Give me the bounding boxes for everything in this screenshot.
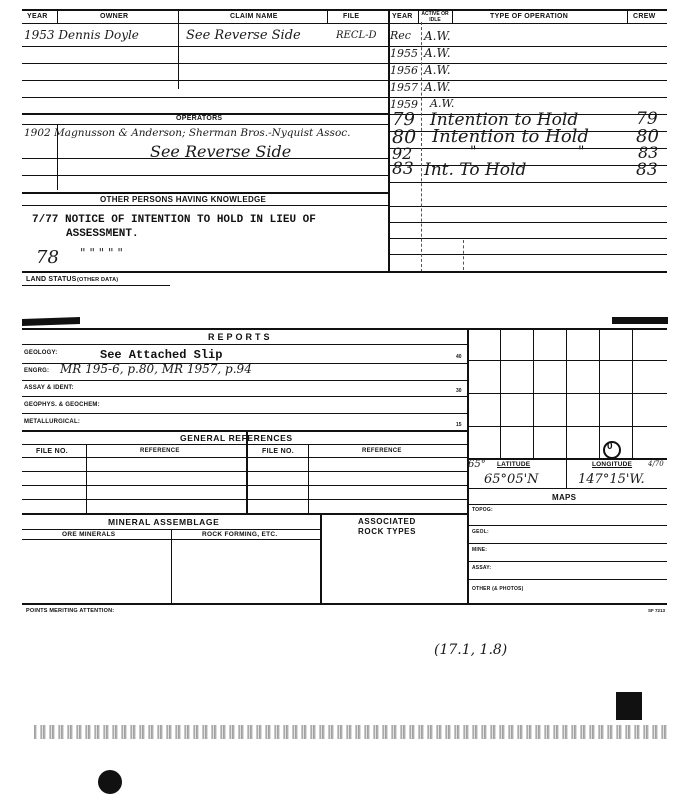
other-persons-rule (22, 192, 388, 194)
engrg-label: ENGRG: (24, 368, 50, 374)
act-value-6: Intention to Hold (430, 110, 579, 130)
gen-ref-row-2 (22, 485, 467, 486)
act-line-12 (388, 238, 667, 239)
header-active-idle: ACTIVE OR IDLE (421, 11, 449, 23)
maps-bottom (22, 603, 667, 605)
other-persons-dittos: " " " " " (80, 246, 123, 260)
operators-header: OPERATORS (176, 115, 223, 122)
act-year-7: 80 (392, 126, 417, 148)
gen-ref-row-3 (22, 499, 467, 500)
other-persons-typed-2: ASSESSMENT. (66, 228, 139, 240)
op-line-3 (22, 175, 388, 176)
assay-number: 30 (456, 388, 462, 394)
act-dash-1 (421, 22, 422, 272)
maps-line-3 (467, 561, 667, 562)
row-line-2 (22, 63, 388, 64)
op-div (57, 124, 58, 190)
act-crew-9: 83 (636, 160, 658, 180)
col-div-owner (178, 9, 179, 89)
op-line-2 (22, 158, 388, 159)
act-year-2: 1955 (390, 47, 418, 60)
maps-underline (467, 504, 667, 505)
header-file: FILE (343, 13, 360, 20)
maps-assay: ASSAY: (472, 565, 492, 571)
rock-forming-label: ROCK FORMING, ETC. (202, 531, 278, 538)
operators-underline (22, 124, 388, 125)
row-line-1 (22, 46, 388, 47)
gen-ref-div-3 (308, 444, 309, 514)
metallurgical-number: 15 (456, 422, 462, 428)
scan-black-dot (98, 770, 122, 794)
points-hand-note: (17.1, 1.8) (434, 642, 508, 658)
engrg-value: MR 195-6, p.80, MR 1957, p.94 (60, 362, 252, 376)
gen-ref-div-1 (86, 444, 87, 514)
act-year-1: Rec (390, 29, 411, 42)
mineral-div-1 (171, 529, 172, 603)
act-year-4: 1957 (390, 81, 418, 94)
act-line-9 (388, 182, 667, 183)
gen-ref-div-2 (246, 430, 248, 514)
lat-long-line (467, 488, 667, 489)
grid-bottom (467, 458, 667, 460)
act-value-1: A.W. (424, 29, 451, 43)
header-year: YEAR (27, 13, 48, 20)
act-line-11 (388, 222, 667, 223)
file-entry: RECL-D (336, 30, 377, 41)
scan-black-square (616, 692, 642, 720)
longitude-label: LONGITUDE (592, 461, 633, 468)
geophys-label: GEOPHYS. & GEOCHEM: (24, 402, 100, 408)
latitude-label: LATITUDE (497, 461, 531, 468)
maps-header: MAPS (552, 493, 577, 502)
engrg-line (22, 380, 467, 381)
operators-line-1: 1902 Magnusson & Anderson; Sherman Bros.-Nyquist Assoc. (24, 127, 351, 139)
act-crew-7: 80 (636, 126, 659, 147)
grid-h2 (467, 393, 667, 394)
assay-label: ASSAY & IDENT: (24, 385, 74, 391)
general-references-header: GENERAL REFERENCES (180, 433, 293, 443)
rock-types-label: ROCK TYPES (358, 527, 417, 536)
reports-header: REPORTS (208, 332, 273, 342)
other-persons-typed-1: 7/77 NOTICE OF INTENTION TO HOLD IN LIEU OF (32, 214, 316, 226)
act-dash-2 (463, 240, 464, 270)
maps-mine: MINE: (472, 547, 488, 553)
act-year-6: 79 (392, 109, 415, 130)
map-number: 65° (468, 459, 486, 470)
act-value-5: A.W. (430, 97, 455, 110)
act-ditto-8b: " (578, 144, 585, 160)
act-crew-8: 83 (638, 143, 659, 162)
act-year-5: 1959 (390, 98, 418, 111)
land-status-sub-label: (OTHER DATA) (77, 277, 119, 283)
col-div-active (452, 9, 453, 23)
land-status-underline (22, 285, 170, 286)
row-line-4 (22, 97, 388, 98)
land-status-label: LAND STATUS (26, 276, 77, 283)
grid-h1 (467, 360, 667, 361)
header-year-2: YEAR (392, 13, 413, 20)
act-line-7 (388, 148, 667, 149)
header-underline (22, 23, 667, 24)
maps-topog: TOPOG: (472, 507, 493, 513)
gen-ref-row-1 (22, 471, 467, 472)
header-claim-name: CLAIM NAME (230, 13, 278, 20)
col-div-year2 (418, 9, 419, 23)
metallurgical-label: METALLURGICAL: (24, 419, 81, 425)
col-div-crew (627, 9, 628, 23)
land-status-rule (22, 271, 667, 273)
metallurgical-line (22, 430, 467, 432)
gen-ref-header-line (22, 457, 467, 458)
act-value-2: A.W. (424, 46, 451, 60)
act-crew-6: 79 (636, 109, 658, 129)
points-label: POINTS MERITING ATTENTION: (26, 608, 115, 614)
ore-minerals-label: ORE MINERALS (62, 531, 116, 538)
lat-long-div (566, 458, 567, 488)
mineral-div-2 (320, 513, 322, 603)
mineral-assemblage-header: MINERAL ASSEMBLAGE (108, 517, 220, 527)
col-div-year (57, 9, 58, 23)
other-persons-year: 78 (36, 247, 59, 268)
act-year-9: 83 (392, 159, 414, 179)
maps-line-4 (467, 579, 667, 580)
row-line-3 (22, 80, 388, 81)
assay-line (22, 396, 467, 397)
col-div-claim (327, 9, 328, 23)
act-line-13 (388, 254, 667, 255)
operators-line-2: See Reverse Side (150, 142, 292, 161)
geophys-line (22, 413, 467, 414)
maps-line-2 (467, 543, 667, 544)
dark-bar-right (612, 317, 668, 324)
dark-bar-left (22, 317, 80, 326)
act-value-4: A.W. (424, 80, 451, 94)
act-value-3: A.W. (424, 63, 451, 77)
gen-ref-col-ref-1: REFERENCE (140, 448, 180, 454)
header-crew: CREW (633, 13, 656, 20)
longitude-value: 147°15'W. (578, 472, 645, 487)
grid-top (467, 328, 667, 329)
gen-ref-underline (22, 444, 467, 445)
act-year-3: 1956 (390, 64, 418, 77)
act-line-10 (388, 206, 667, 207)
act-value-7: Intention to Hold (432, 126, 589, 147)
grid-h3 (467, 426, 667, 427)
form-number: SF 7213 (648, 608, 666, 613)
other-persons-header: OTHER PERSONS HAVING KNOWLEDGE (100, 195, 267, 204)
gen-ref-col-file-1: FILE NO. (36, 448, 68, 455)
header-owner: OWNER (100, 13, 129, 20)
circled-mark-text: 0 (607, 441, 613, 452)
longitude-note: 4/70 (648, 460, 664, 468)
other-persons-underline (22, 205, 388, 206)
geology-number: 40 (456, 354, 462, 360)
gen-ref-col-ref-2: REFERENCE (362, 448, 402, 454)
scan-noise-band (34, 725, 668, 739)
geology-label: GEOLOGY: (24, 350, 58, 356)
gen-ref-col-file-2: FILE NO. (262, 448, 294, 455)
header-type-of-operation: TYPE OF OPERATION (490, 13, 569, 20)
maps-line-1 (467, 525, 667, 526)
maps-other: OTHER (& PHOTOS) (472, 586, 524, 592)
act-value-9: Int. To Hold (424, 160, 527, 180)
claim-entry: See Reverse Side (186, 28, 301, 43)
owner-entry: 1953 Dennis Doyle (24, 28, 139, 42)
associated-label: ASSOCIATED (358, 517, 416, 526)
geology-value: See Attached Slip (100, 348, 223, 362)
act-ditto-8a: " (470, 144, 477, 160)
reports-underline (22, 344, 467, 345)
latitude-value: 65°05'N (484, 472, 539, 487)
act-year-8: 92 (392, 144, 413, 163)
gen-ref-bottom (22, 513, 467, 515)
top-border (22, 9, 667, 11)
maps-geol: GEOL: (472, 529, 489, 535)
